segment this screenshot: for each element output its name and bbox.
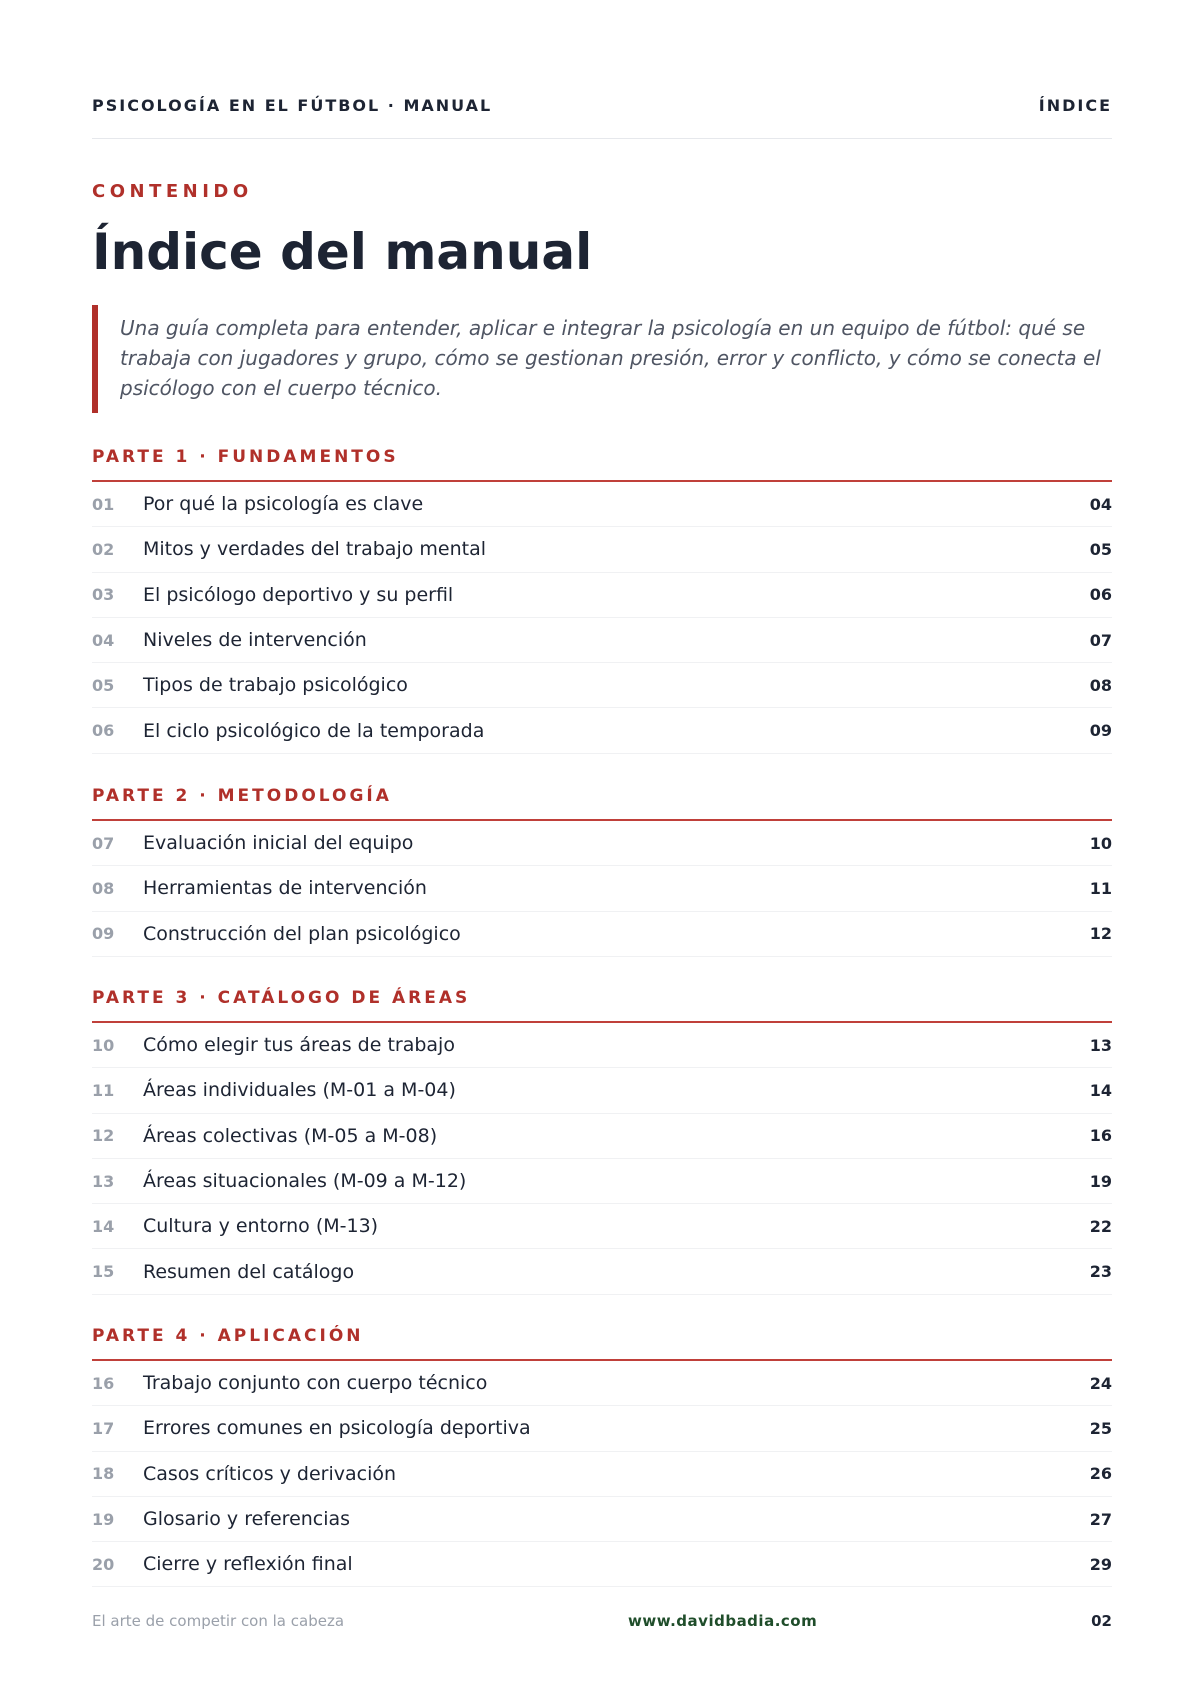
entry-title: Áreas situacionales (M-09 a M-12)	[143, 1170, 467, 1193]
toc-entry[interactable]	[92, 1452, 1112, 1497]
entry-page: 23	[1089, 1262, 1112, 1282]
entry-number: 04	[92, 630, 115, 650]
toc-entry[interactable]	[92, 1361, 1112, 1406]
toc-section-3	[92, 978, 1112, 1295]
toc-entry[interactable]	[92, 1204, 1112, 1249]
entry-title: Errores comunes en psicología deportiva	[143, 1417, 531, 1440]
entry-number: 10	[92, 1035, 115, 1055]
entry-title: Tipos de trabajo psicológico	[143, 674, 408, 697]
entry-number: 18	[92, 1464, 115, 1484]
entry-page: 14	[1089, 1080, 1112, 1100]
toc-entry[interactable]	[92, 1249, 1112, 1294]
page-footer	[92, 1612, 1112, 1636]
entry-page: 26	[1089, 1464, 1112, 1484]
entry-page: 27	[1089, 1509, 1112, 1529]
entry-title: Glosario y referencias	[143, 1508, 351, 1531]
toc-entry[interactable]	[92, 1023, 1112, 1068]
entry-title: Construcción del plan psicológico	[143, 922, 461, 945]
toc-section-4	[92, 1316, 1112, 1587]
entry-title: Resumen del catálogo	[143, 1260, 355, 1283]
entry-number: 03	[92, 585, 115, 605]
entry-page: 16	[1089, 1126, 1112, 1146]
entry-title: Niveles de intervención	[143, 629, 367, 652]
section-heading: PARTE 4 · APLICACIÓN	[92, 1316, 1112, 1361]
toc-entry[interactable]	[92, 1542, 1112, 1587]
entry-page: 13	[1089, 1035, 1112, 1055]
entry-title: Áreas individuales (M-01 a M-04)	[143, 1079, 456, 1102]
toc-entry[interactable]	[92, 912, 1112, 957]
entry-page: 22	[1089, 1216, 1112, 1236]
toc-entry[interactable]	[92, 1068, 1112, 1113]
entry-number: 16	[92, 1373, 115, 1393]
toc-section-2	[92, 776, 1112, 957]
entry-number: 07	[92, 833, 115, 853]
entry-title: Trabajo conjunto con cuerpo técnico	[143, 1372, 488, 1395]
entry-number: 09	[92, 924, 115, 944]
toc-entry[interactable]	[92, 663, 1112, 708]
entry-number: 12	[92, 1126, 115, 1146]
entry-page: 12	[1089, 924, 1112, 944]
toc-entry[interactable]	[92, 1114, 1112, 1159]
entry-number: 01	[92, 494, 115, 514]
entry-page: 24	[1089, 1373, 1112, 1393]
entry-page: 10	[1089, 833, 1112, 853]
entry-number: 08	[92, 878, 115, 898]
header-manual-title: PSICOLOGÍA EN EL FÚTBOL · MANUAL	[92, 95, 493, 115]
entry-number: 20	[92, 1554, 115, 1574]
entry-number: 11	[92, 1080, 115, 1100]
toc-entry[interactable]	[92, 708, 1112, 753]
entry-page: 19	[1089, 1171, 1112, 1191]
header-divider	[92, 138, 1112, 139]
entry-title: Cierre y reflexión final	[143, 1553, 353, 1576]
entry-page: 06	[1089, 585, 1112, 605]
eyebrow-label: CONTENIDO	[92, 181, 253, 202]
entry-title: Por qué la psicología es clave	[143, 493, 424, 516]
entry-title: Evaluación inicial del equipo	[143, 832, 414, 855]
entry-number: 06	[92, 721, 115, 741]
toc-entry[interactable]	[92, 618, 1112, 663]
entry-number: 02	[92, 539, 115, 559]
entry-title: Herramientas de intervención	[143, 877, 427, 900]
toc-entry[interactable]	[92, 573, 1112, 618]
entry-number: 13	[92, 1171, 115, 1191]
entry-number: 15	[92, 1262, 115, 1282]
entry-title: Mitos y verdades del trabajo mental	[143, 538, 487, 561]
toc-entry[interactable]	[92, 1406, 1112, 1451]
entry-page: 25	[1089, 1418, 1112, 1438]
section-heading: PARTE 3 · CATÁLOGO DE ÁREAS	[92, 978, 1112, 1023]
entry-title: Cómo elegir tus áreas de trabajo	[143, 1034, 455, 1057]
entry-page: 04	[1089, 494, 1112, 514]
entry-title: El ciclo psicológico de la temporada	[143, 719, 485, 742]
entry-title: El psicólogo deportivo y su perfil	[143, 583, 454, 606]
entry-page: 11	[1089, 878, 1112, 898]
toc-entry[interactable]	[92, 1159, 1112, 1204]
header-section-name: ÍNDICE	[1038, 95, 1112, 115]
toc-entry[interactable]	[92, 866, 1112, 911]
running-header	[92, 93, 1112, 117]
footer-website-link[interactable]: www.davidbadia.com	[628, 1612, 818, 1630]
document-page	[92, 0, 1112, 1697]
intro-quote: Una guía completa para entender, aplicar e integrar la psicología en un equipo de fútbol: qué se trabaja con jugadores y grupo, cómo se gestionan presión, error y conflicto, y cómo se conecta el psicólogo con el cuerpo técnico.	[92, 305, 1112, 413]
section-heading: PARTE 2 · METODOLOGÍA	[92, 776, 1112, 821]
entry-title: Cultura y entorno (M-13)	[143, 1215, 379, 1238]
page-title: Índice del manual	[92, 223, 593, 281]
toc-entry[interactable]	[92, 1497, 1112, 1542]
toc-entry[interactable]	[92, 482, 1112, 527]
footer-tagline: El arte de competir con la cabeza	[92, 1612, 345, 1630]
toc-entry[interactable]	[92, 821, 1112, 866]
section-heading: PARTE 1 · FUNDAMENTOS	[92, 437, 1112, 482]
toc-entry[interactable]	[92, 527, 1112, 572]
entry-page: 09	[1089, 721, 1112, 741]
entry-title: Casos críticos y derivación	[143, 1462, 397, 1485]
entry-page: 08	[1089, 675, 1112, 695]
entry-title: Áreas colectivas (M-05 a M-08)	[143, 1124, 438, 1147]
entry-number: 17	[92, 1418, 115, 1438]
entry-number: 05	[92, 675, 115, 695]
toc-section-1	[92, 437, 1112, 754]
entry-page: 29	[1089, 1554, 1112, 1574]
entry-number: 19	[92, 1509, 115, 1529]
entry-page: 05	[1089, 539, 1112, 559]
footer-page-number: 02	[1091, 1612, 1112, 1630]
entry-page: 07	[1089, 630, 1112, 650]
entry-number: 14	[92, 1216, 115, 1236]
